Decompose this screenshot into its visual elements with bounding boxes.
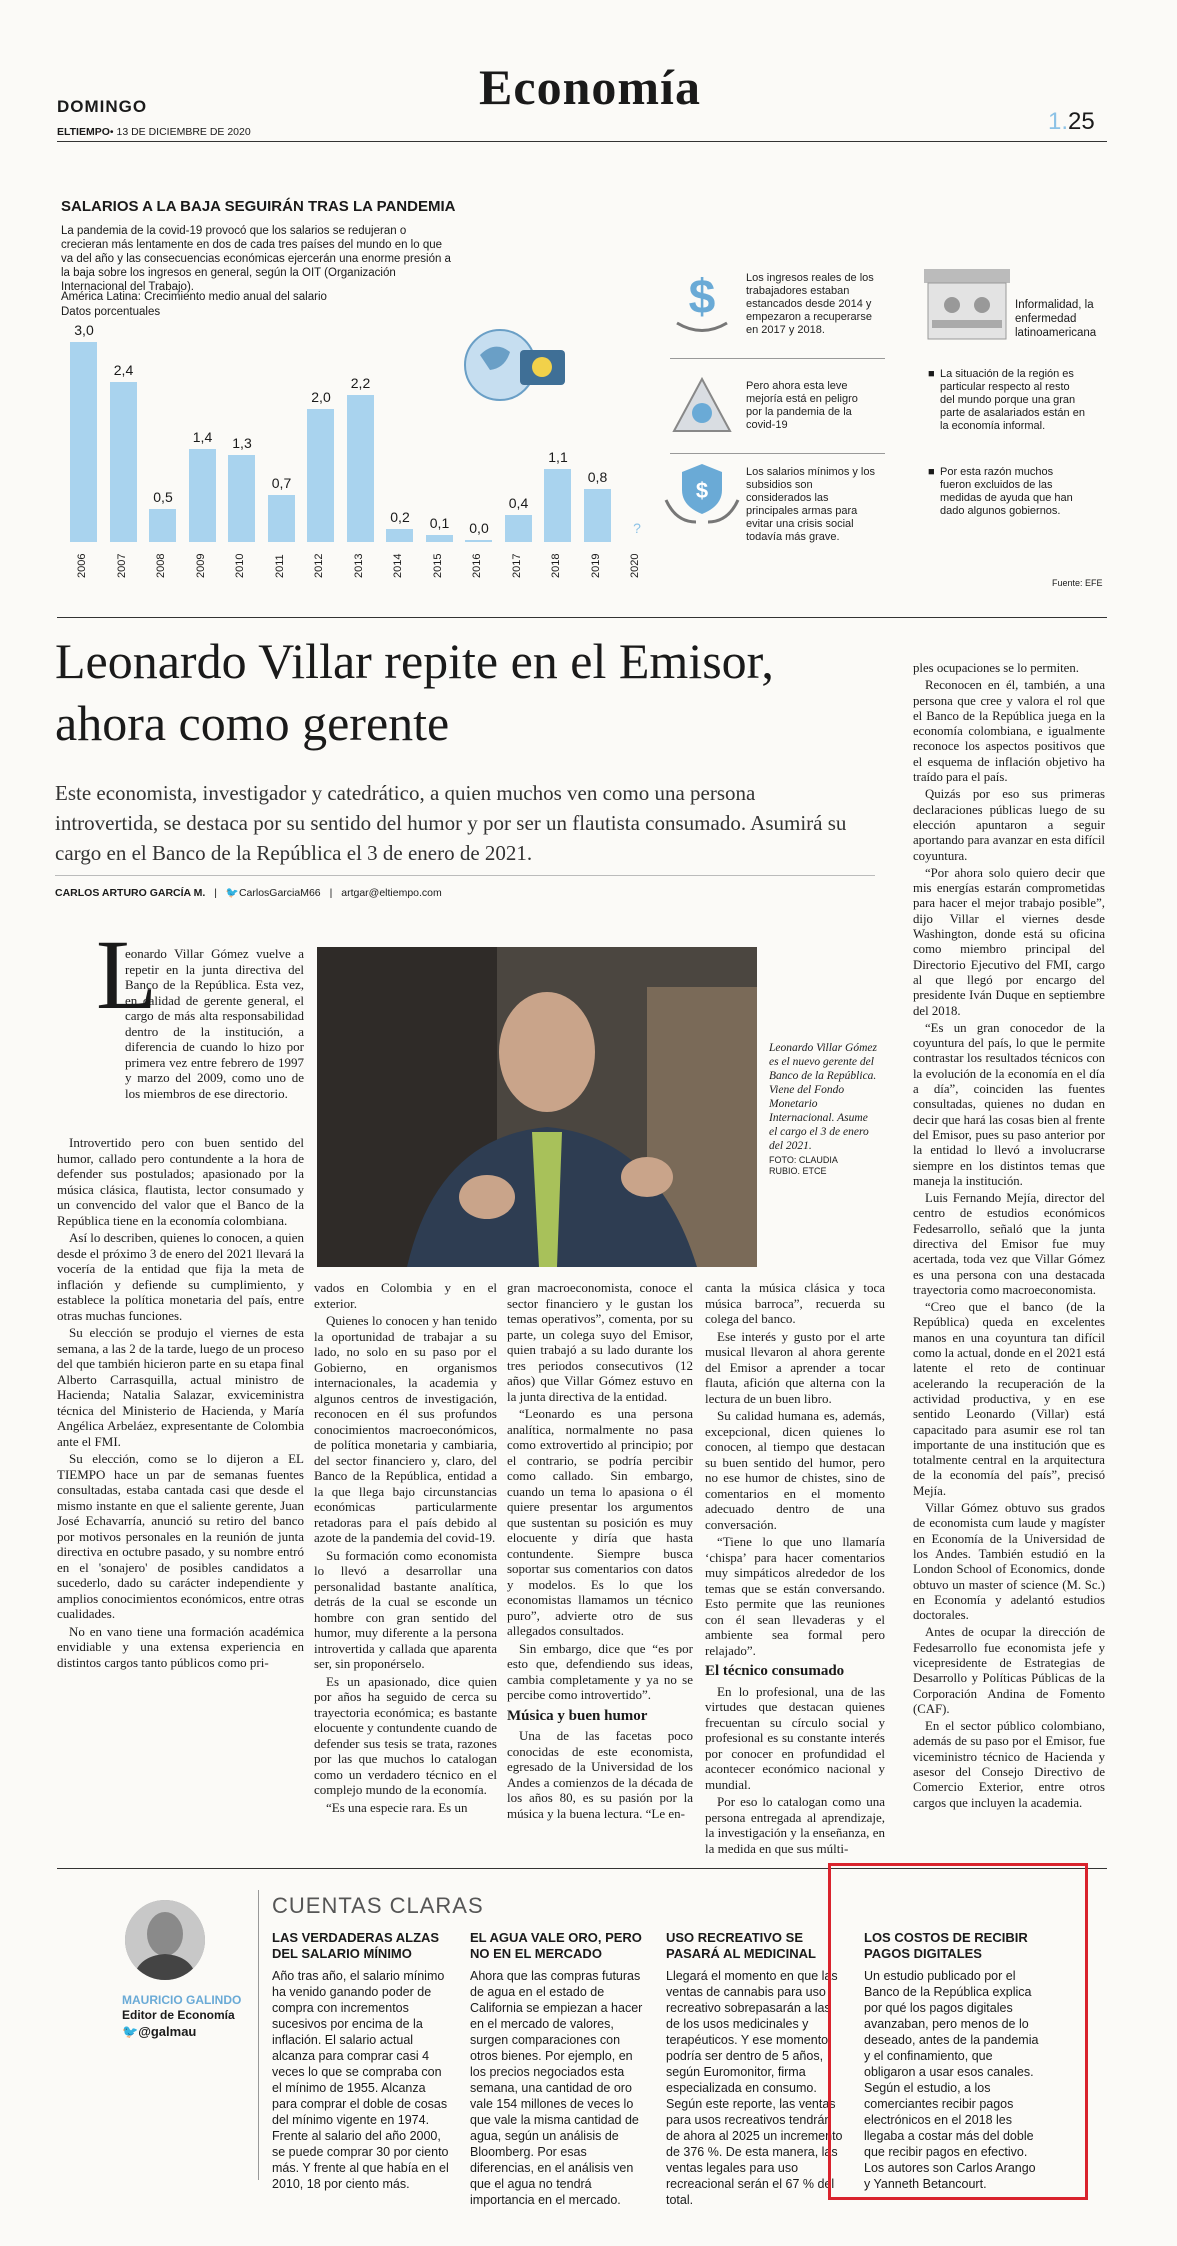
article-paragraph: Sin embargo, dice que “es por esto que, defendiendo sus ideas, cambia completamente y ya no se percibe como introvertido”. <box>507 1640 693 1702</box>
drop-cap: L <box>96 919 158 1030</box>
header-rule <box>57 141 1107 142</box>
chart-tick-label: 2019 <box>589 553 602 578</box>
photo-caption: Leonardo Villar Gómez es el nuevo gerente del Banco de la República. Viene del Fondo Monetario Internacional. Asume el cargo el 3 de enero del 2021. <box>769 1042 877 1152</box>
chart-data-label: 0,2 <box>390 508 410 525</box>
chart-bar <box>268 495 295 542</box>
chart-tick-label: 2016 <box>471 553 483 578</box>
article-paragraph: canta la música clásica y toca música barroca”, recuerda su colega del banco. <box>705 1280 885 1326</box>
chart-tick-label: 2008 <box>155 553 167 578</box>
chart-data-label: 2,0 <box>311 388 331 405</box>
chart-tick-label: 2018 <box>550 553 562 578</box>
footer-column-title: USO RECREATIVO SE PASARÁ AL MEDICINAL <box>666 1930 816 1961</box>
informality-bullet-1 <box>928 368 1085 433</box>
chart-bar <box>347 395 374 542</box>
article-paragraph: Es un apasionado, dice quien por años ha seguido de cerca su trayectoria económica; es bastante elocuente y contundente cuando de defender sus tesis se trata, razones por las que muchos lo catalogan como un verdadero técnico en el complejo mundo de la economía. <box>314 1673 497 1797</box>
columnist-handle[interactable]: @galmau <box>138 2024 197 2039</box>
warning-triangle-icon <box>672 375 732 435</box>
article-paragraph: Así lo describen, quienes lo conocen, a quien desde el próximo 3 de enero del 2021 llevará la vocería de la entidad que fija la meta de inflación y defiende su cumplimiento, y establece la política monetaria del país, entre otras muchas funciones. <box>57 1230 305 1323</box>
footer-column-text: Un estudio publicado por el Banco de la República explica por qué los pagos digitales avanzaban, pero menos de lo deseado, antes de la pandemia y el confinamiento, que obligaron a usar esos canales. Según el estudio, a los comerciantes recibir pagos electrónicos en el 2018 les llegaba a costar más del doble que recibir pagos en efectivo. Los autores son Carlos Arango y Yanneth Betancourt. <box>864 1969 1039 2191</box>
columnist-name: MAURICIO GALINDO <box>122 1993 242 2007</box>
infographic-bottom-rule <box>57 617 1107 618</box>
article-paragraph: Luis Fernando Mejía, director del centro de estudios económicos Fedesarrollo, señaló que la junta directiva del Emisor fue muy acertada, toda vez que Villar Gómez es una persona con una destacada trayectoria como macroeconomista. <box>913 1191 1105 1297</box>
info-item-2: Pero ahora esta leve mejoría está en peligro por la pandemia de la covid-19 <box>746 380 858 431</box>
byline-rule-top <box>55 875 875 876</box>
info-divider-1 <box>670 358 885 359</box>
article-col-1-intro <box>57 946 304 1103</box>
footer-section-title: CUENTAS CLARAS <box>272 1893 484 1918</box>
info-item-1: Los ingresos reales de los trabajadores estaban estancados desde 2014 y empezaron a recuperarse en 2017 y 2018. <box>746 272 874 336</box>
article-paragraph: En lo profesional, una de las virtudes que destacan quienes frecuentan su círculo social y profesional es su constante interés por conocer en profundidad el acontecer económico nacional y mundial. <box>705 1683 885 1792</box>
info-divider-2 <box>670 453 885 454</box>
article-col-4 <box>705 1280 885 1858</box>
subhead-technician: El técnico consumado <box>705 1663 845 1679</box>
article-paragraph: Introvertido pero con buen sentido del humor, callado pero contundente a la hora de defender sus postulados; apasionado por la música clásica, flautista, lector consumado y un convencido del valor que el Banco de la República tiene en la economía colombiana. <box>57 1135 304 1228</box>
section-title: Economía <box>479 59 701 115</box>
footer-column-title: LAS VERDADERAS ALZAS DEL SALARIO MÍNIMO <box>272 1930 440 1961</box>
market-stall-illustration <box>922 265 1012 345</box>
article-paragraph: Una de las facetas poco conocidas de este economista, egresado de la Universidad de los Andes a comienzos de la década de los años 80, es su pasión por la música y la buena lectura. “Le en- <box>507 1728 693 1821</box>
chart-bar <box>110 382 137 542</box>
article-paragraph: En el sector público colombiano, además de su paso por el Emisor, fue viceministro técnico de Hacienda y asesor del Consejo Directivo de Comercio Exterior, entre otros cargos que incluyen la academia. <box>913 1719 1105 1810</box>
article-headline: Leonardo Villar repite en el Emisor, ahora como gerente <box>55 633 774 751</box>
chart-bar <box>505 515 532 542</box>
article-paragraph: “Tiene lo que uno llamaría ‘chispa’ para hacer comentarios muy simpáticos alrededor de los temas que se están conversando. Esto permite que las reuniones con él sean llevaderas y el ambiente sea formal pero relajado”. <box>705 1534 885 1658</box>
chart-data-label: 3,0 <box>74 322 94 338</box>
byline-sep: | <box>329 887 333 899</box>
footer-column-3 <box>666 1930 846 2208</box>
infographic-title: SALARIOS A LA BAJA SEGUIRÁN TRAS LA PANDEMIA <box>61 198 456 215</box>
article-paragraph: “Creo que el banco (de la República) queda en excelentes manos en una coyuntura tan difícil como la actual, donde en el 2021 está latente el reto de continuar acelerando la recuperación de la actividad productiva, y en ese sentido Leonardo (Villar) está capacitado para asumir ese rol tan importante de una institución que es totalmente central en la arquitectura de la economía del país”, precisó Mejía. <box>913 1300 1105 1498</box>
subhead-music: Música y buen humor <box>507 1707 648 1724</box>
chart-bar <box>307 409 334 542</box>
article-paragraph: Antes de ocupar la dirección de Fedesarrollo fue economista jefe y vicepresidente de Estrategias de Desarrollo y Políticas Públicas de la Corporación Andina de Fomento (CAF). <box>913 1625 1105 1716</box>
bullet-dot-icon: ■ <box>928 368 935 380</box>
article-paragraph: Reconocen en él, también, a una persona que cree y valora el rol que el Banco de la República juega en la economía colombiana, e igualmente reconoce los aspectos positivos que el esquema de inflación objetivo ha traído para el país. <box>913 678 1105 785</box>
footer-column-text: Llegará el momento en que las ventas de cannabis para uso recreativo sobrepasarán a las de los usos medicinales y terapéuticos. Y ese momento podría ser dentro de 5 años, según Euromonitor, firma especializada en consumo. Según este reporte, las ventas para usos recreativos tendrán de ahora al 2025 un incremento de 376 %. De esta manera, las ventas legales para uso recreacional serán el 67 % del total. <box>666 1969 843 2207</box>
chart-bar <box>189 449 216 542</box>
chart-bar <box>465 540 492 542</box>
date-line <box>57 126 251 138</box>
columnist-handle-wrap <box>122 2024 196 2040</box>
chart-data-label: 0,4 <box>508 495 529 512</box>
chart-tick-label: 2013 <box>352 553 365 578</box>
chart-data-label: 0,0 <box>469 520 489 536</box>
article-photo <box>317 947 757 1267</box>
article-paragraph: gran macroeconomista, conoce el sector financiero y le gustan los temas operativos”, comenta, por su parte, un colega suyo del Emisor, quien trabajó a su lado durante los tres periodos consecutivos (12 años) que Villar Gómez estuvo en la junta directiva de la entidad. <box>507 1280 693 1404</box>
article-paragraph: Por eso lo catalogan como una persona entregada al aprendizaje, la investigación y la enseñanza, en la medida en que sus múlti- <box>705 1794 885 1856</box>
footer-column-text: Ahora que las compras futuras de agua en el estado de California se empiezan a hacer en el mercado de valores, surgen comparaciones con otros bienes. Por ejemplo, en los precios negociados esta semana, una cantidad de oro vale 154 millones de veces lo que vale la misma cantidad de agua, según un análisis de Bloomberg. Por esas diferencias, en el análisis ven que el agua no tendrá importancia en el mercado. <box>470 1969 643 2207</box>
chart-data-label: 2,2 <box>350 375 371 392</box>
article-col-2 <box>314 1280 497 1817</box>
footer-column-2 <box>470 1930 650 2208</box>
article-paragraph: Quienes lo conocen y han tenido la oportunidad de trabajar a su lado, no solo en su paso por el Gobierno, en organismos internacionales, la academia y algunos centros de investigación, reconocen en él sus profundos conocimientos macroeconómicos, de política monetaria y cambiaria, del sector financiero y, claro, del Banco de la República, entidad a la que llega bajo circunstancias económicas particularmente retadoras para el país debido al azote de la pandemia del covid-19. <box>314 1313 497 1545</box>
bullet-text: La situación de la región es particular respecto al resto del mundo porque una gran parte de asalariados están en la economía informal. <box>940 368 1085 432</box>
chart-label: América Latina: Crecimiento medio anual del salario <box>61 291 327 303</box>
chart-data-label: 1,3 <box>232 435 252 452</box>
chart-tick-label: 2012 <box>313 553 325 578</box>
article-paragraph: ples ocupaciones se lo permiten. <box>913 661 1079 675</box>
date-text: • 13 DE DICIEMBRE DE 2020 <box>109 126 251 138</box>
article-paragraph: No en vano tiene una formación académica envidiable y una extensa experiencia en distintos cargos tanto públicos como pri- <box>57 1623 304 1670</box>
twitter-bird-icon: 🐦 <box>122 2024 139 2039</box>
chart-unit: Datos porcentuales <box>61 306 161 318</box>
chart-bar <box>544 469 571 542</box>
day-label: DOMINGO <box>57 97 148 116</box>
chart-data-label: 2,4 <box>113 362 134 378</box>
article-deck: Este economista, investigador y catedrático, a quien muchos ven como una persona introvertida, se destaca por su sentido del humor y por ser un flautista consumado. Asumirá su cargo en el Banco de la República el 3 de enero de 2021. <box>55 781 847 865</box>
article-col-1 <box>57 1135 304 1672</box>
page-digits: 25 <box>1068 108 1095 135</box>
article-paragraph: “Leonardo es una persona analítica, normalmente no pasa como extrovertido al principio; por el contrario, se podría percibir como callado. Sin embargo, cuando un tema lo apasiona o él quiere presentar los argumentos que sustentan su posición es muy elocuente y diría que hasta contundente. Siempre busca soportar sus comentarios con datos y modelos. Es lo que los economistas llamamos un técnico puro”, advierte otro de sus allegados consultados. <box>507 1406 693 1638</box>
chart-bar <box>386 529 413 542</box>
footer-divider <box>258 1890 259 2180</box>
infographic-source: Fuente: EFE <box>1052 578 1103 588</box>
bullet-dot-icon: ■ <box>928 466 935 478</box>
chart-bar <box>149 509 176 542</box>
informality-title: Informalidad, la enfermedad latinoamericana <box>1015 299 1097 339</box>
chart-tick-label: 2020 <box>629 553 641 578</box>
chart-tick-label: 2014 <box>392 553 404 578</box>
chart-bar <box>70 342 97 542</box>
dollar-hand-icon <box>672 268 732 336</box>
chart-data-label: 0,5 <box>153 488 173 505</box>
bullet-text: Por esta razón muchos fueron excluidos de las medidas de ayuda que han dado algunos gobiernos. <box>940 466 1073 517</box>
chart-data-label: 0,8 <box>587 468 608 485</box>
article-paragraph: vados en Colombia y en el exterior. <box>314 1280 497 1311</box>
chart-tick-label: 2010 <box>234 553 246 578</box>
byline <box>55 886 442 899</box>
shield-hands-icon <box>664 460 740 526</box>
article-col-3 <box>507 1280 693 1823</box>
chart-bar <box>426 535 453 542</box>
footer-column-1 <box>272 1930 452 2192</box>
article-paragraph: eonardo Villar Gómez vuelve a repetir en la junta directiva del Banco de la República. Esta vez, en calidad de gerente general, el cargo de más alta responsabilidad dentro de la institución, a diferencia de cuando lo hizo por primera vez entre febrero de 1997 y marzo del 2009, como uno de los miembros de ese directorio. <box>125 946 304 1101</box>
chart-tick-label: 2015 <box>431 553 444 578</box>
informality-bullet-2 <box>928 466 1085 518</box>
article-paragraph: “Es una especie rara. Es un <box>326 1799 468 1815</box>
chart-data-label: 0,1 <box>429 515 450 532</box>
footer-column-title: EL AGUA VALE ORO, PERO NO EN EL MERCADO <box>470 1930 642 1961</box>
infographic-intro: La pandemia de la covid-19 provocó que los salarios se redujeran o crecieran más lentamente en dos de cada tres países del mundo en lo que va del año y las consecuencias económicas ejercerán una enorme presión a la baja sobre los ingresos en general, según la OIT (Organización Internacional del Trabajo). <box>61 225 451 293</box>
article-paragraph: “Es un gran conocedor de la coyuntura del país, lo que le permite contrastar los resultados técnicos con la evolución de la economía en el día a día”, coinciden las fuentes consultadas, quienes no dudan en decir que hará las cosas bien al frente del Emisor, pues su paso anterior por la entidad lo llevó a involucrarse siempre en los distintos temas que maneja la institución. <box>913 1020 1105 1188</box>
chart-data-label: 0,7 <box>271 475 292 492</box>
article-paragraph: Su elección se produjo el viernes de esta semana, a las 2 de la tarde, luego de un proceso del que también hicieron parte en su etapa final Alberto Carrasquilla, actual ministro de Hacienda; Natalia Salazar, exviceministra técnica del Ministerio de Hacienda, y María Angélica Arbeláez, expresentante de Colombia ante el FMI. <box>57 1325 304 1449</box>
globe-money-illustration <box>460 320 580 410</box>
article-paragraph: Ese interés y gusto por el arte musical llevaron al ahora gerente del Emisor a aprender a tocar flauta, afición que alterna con la lectura de un buen libro. <box>705 1328 885 1406</box>
article-paragraph: Su elección, como se lo dijeron a EL TIEMPO hace un par de semanas fuentes consultadas, estaba cantada casi que desde el mismo instante en que el saliente gerente, Juan José Echavarría, anunció su retiro del banco por motivos personales en la reunión de junta directiva en octubre pasado, y su nombre entró en el 'sonajero' de posibles candidatos a sucederlo, dado su carácter independiente y amplios conocimientos económicos, entre otras cualidades. <box>57 1451 304 1621</box>
chart-tick-label: 2011 <box>273 554 286 578</box>
footer-column-title: LOS COSTOS DE RECIBIR PAGOS DIGITALES <box>864 1930 1028 1961</box>
author-twitter[interactable]: CarlosGarciaM66 <box>238 887 321 899</box>
article-paragraph: Su calidad humana es, además, excepcional, dicen quienes lo conocen, al tiempo que destacan su buen sentido del humor, pero no ese humor de chistes, sino de comentarios en el momento adecuado dentro de una conversación. <box>705 1408 885 1532</box>
article-paragraph: “Por ahora solo quiero decir que mis energías estarán comprometidas para hacer el mejor trabajo posible”, dijo Villar el viernes desde Washington, donde está su oficina como miembro principal del Directorio Ejecutivo del FMI, cargo al que llegó por encargo del presidente Iván Duque en septiembre del 2018. <box>913 865 1105 1018</box>
chart-bar <box>228 455 255 542</box>
footer-column-4 <box>864 1930 1044 2192</box>
chart-tick-label: 2009 <box>194 553 207 578</box>
chart-tick-label: 2017 <box>510 553 523 578</box>
twitter-bird-icon: 🐦 <box>225 887 239 899</box>
page-number <box>1048 108 1095 136</box>
article-paragraph: Villar Gómez obtuvo sus grados de economista cum laude y magíster en Economía de la Universidad de los Andes. También estudió en la London School of Economics, donde obtuvo un master of science (M. Sc.) en Economía y adelantó estudios doctorales. <box>913 1501 1105 1623</box>
author-email[interactable]: artgar@eltiempo.com <box>341 887 442 899</box>
byline-sep: | <box>214 887 217 899</box>
article-paragraph: Su formación como economista lo llevó a desarrollar una personalidad bastante analítica, detrás de la cual se esconde un hombre con gran sentido del humor, muy diferente a la persona introvertida y callada que aparenta ser, sin proponérselo. <box>314 1547 497 1671</box>
article-col-5 <box>913 661 1105 1813</box>
footer-column-text: Año tras año, el salario mínimo ha venido ganando poder de compra con incrementos sucesivos por encima de la inflación. El salario actual alcanza para comprar casi 4 veces lo que se compraba con el mínimo de 1955. Alcanza para comprar el doble de cosas del mínimo vigente en 1974. Frente al salario del año 2000, se puede comprar 30 por ciento más. Y frente al que había en el 2010, 18 por ciento más. <box>272 1969 449 2191</box>
info-item-3: Los salarios mínimos y los subsidios son considerados las principales armas para evitar una crisis social todavía más grave. <box>746 466 875 543</box>
chart-tick-label: 2007 <box>115 553 128 578</box>
chart-tick-label: 2006 <box>76 553 88 578</box>
chart-data-label: ? <box>633 520 641 536</box>
columnist-role: Editor de Economía <box>122 2008 235 2022</box>
article-paragraph: Quizás por eso sus primeras declaraciones públicas luego de su elección apuntaron a seguir aportando para avanzar en esta difícil coyuntura. <box>913 787 1105 863</box>
page-prefix: 1. <box>1048 108 1069 135</box>
svg-text:$: $ <box>688 271 716 324</box>
chart-data-label: 1,4 <box>192 428 213 445</box>
author-name: CARLOS ARTURO GARCÍA M. <box>55 887 206 899</box>
chart-bar <box>584 489 611 542</box>
photo-credit: FOTO: CLAUDIA RUBIO. ETCE <box>769 1155 838 1176</box>
brand-name: ELTIEMPO <box>57 126 110 138</box>
chart-data-label: 1,1 <box>548 448 568 465</box>
avatar <box>125 1900 205 1980</box>
svg-text:$: $ <box>695 478 709 503</box>
